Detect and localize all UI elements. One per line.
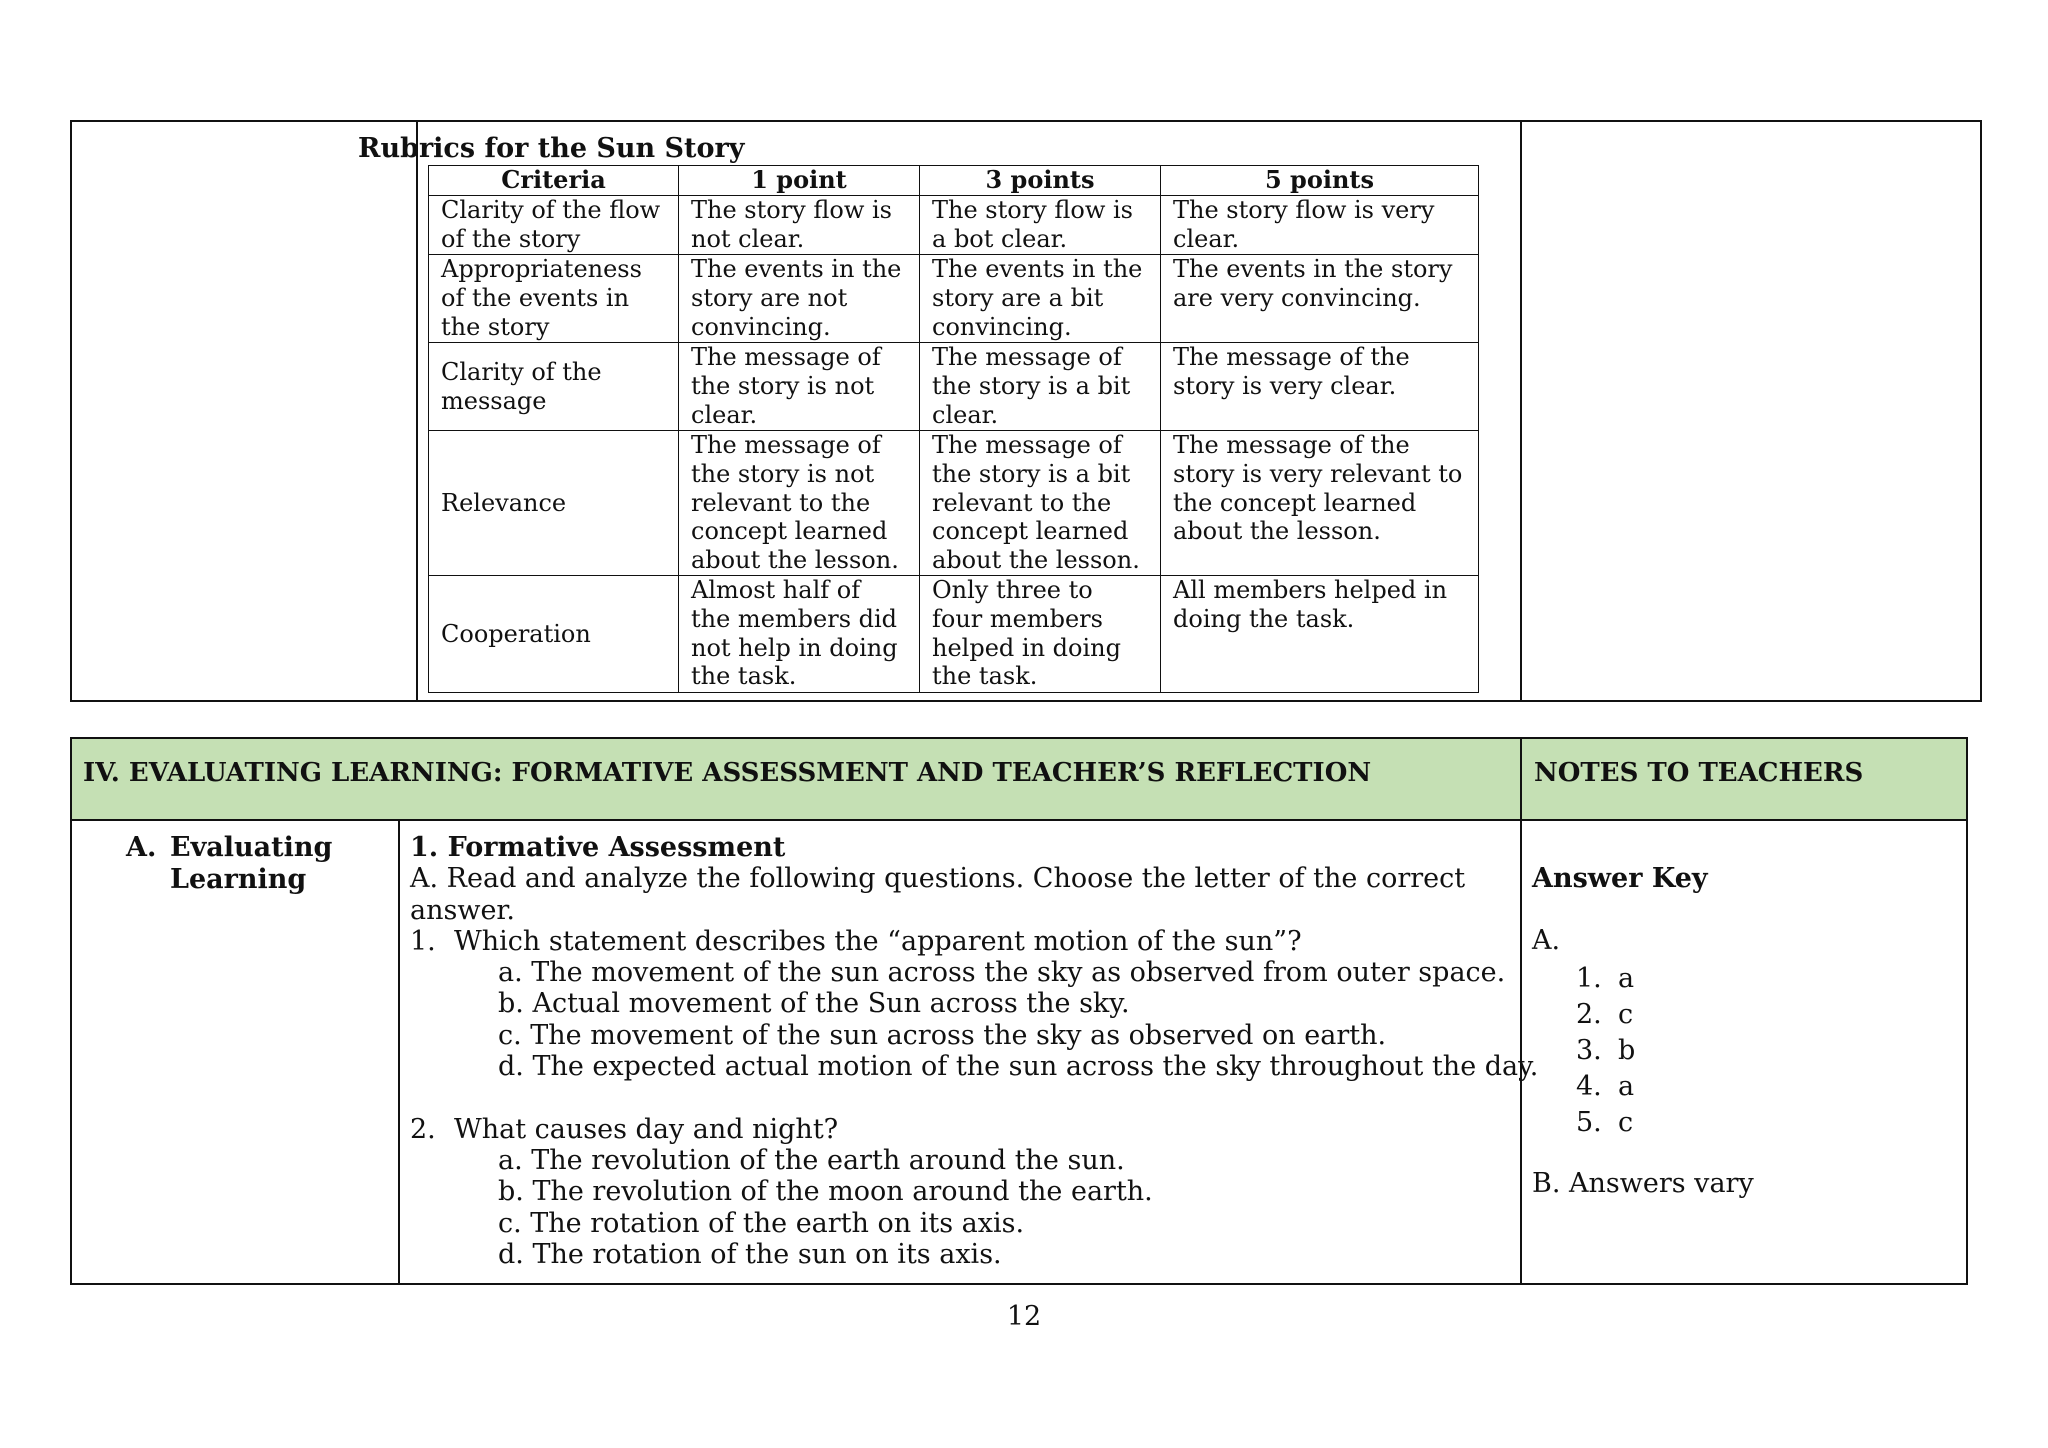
answer-number: 5. [1576,1107,1602,1138]
table-row [429,431,1479,576]
rubric-criteria-cell: Clarity of the flow of the story [429,196,679,255]
answer-value: c [1618,1107,1634,1138]
question-1 [410,926,1500,957]
rubric-table [428,165,1479,693]
question-text: What causes day and night? [454,1113,839,1145]
page-number: 12 [1006,1301,1042,1332]
question-2 [410,1114,1500,1145]
rubric-criteria-cell: Clarity of the message [429,343,679,431]
formative-assessment-instruction: A. Read and analyze the following questions. Choose the letter of the correct answer. [410,863,1466,926]
answer-number: 2. [1576,999,1602,1030]
rubric-cell: The story flow is very clear. [1161,196,1479,255]
label-letter: A. [126,832,157,863]
rubric-cell: The events in the story are very convincing. [1161,255,1479,343]
answer-number: 1. [1576,963,1602,994]
spacer [410,1082,1500,1113]
rubric-cell: The events in the story are not convincing. [679,255,920,343]
column-divider [1520,739,1522,1285]
formative-assessment-title: 1. Formative Assessment [410,832,786,863]
rubric-right-cell [1520,122,1982,700]
question-text: Which statement describes the “apparent motion of the sun”? [454,925,1302,957]
answer-value: a [1618,963,1635,994]
answer-key-part-b: B. Answers vary [1532,1168,1754,1199]
rubric-cell: All members helped in doing the task. [1161,576,1479,693]
rubric-header-criteria: Criteria [429,166,679,196]
answer-key [1532,862,1754,1201]
question-option: d. The rotation of the sun on its axis. [498,1238,1002,1270]
question-number: 1. [410,925,436,957]
answer-key-part-a: A. [1532,925,1561,956]
rubric-cell: The message of the story is very clear. [1161,343,1479,431]
rubric-cell: The message of the story is not clear. [679,343,920,431]
table-row [429,576,1479,693]
rubric-header-3-points: 3 points [920,166,1161,196]
label-line-2: Learning [170,864,307,895]
question-option: c. The rotation of the earth on its axis. [498,1207,1025,1239]
question-option: a. The revolution of the earth around the sun. [498,1144,1125,1176]
answer-value: c [1618,999,1634,1030]
rubric-title: Rubrics for the Sun Story [358,133,745,164]
list-item [1532,1105,1754,1141]
question-option: c. The movement of the sun across the sky as observed on earth. [498,1019,1387,1051]
question-option: a. The movement of the sun across the sky as observed from outer space. [498,957,1506,989]
list-item [1532,1033,1754,1069]
label-line-1: Evaluating [170,832,333,863]
question-option: d. The expected actual motion of the sun across the sky throughout the day. [498,1051,1539,1083]
list-item [1532,997,1754,1033]
answer-key-title: Answer Key [1532,863,1708,894]
rubric-cell: The message of the story is a bit relevant to the concept learned about the lesson. [920,431,1161,576]
table-row [429,343,1479,431]
rubric-cell: The message of the story is not relevant to the concept learned about the lesson. [679,431,920,576]
formative-assessment [410,832,1539,1270]
table-row [429,196,1479,255]
answer-number: 3. [1576,1035,1602,1066]
rubric-cell: The story flow is a bot clear. [920,196,1161,255]
rubric-header-5-points: 5 points [1161,166,1479,196]
rubric-cell: The events in the story are a bit convincing. [920,255,1161,343]
rubric-header-1-point: 1 point [679,166,920,196]
answer-value: a [1618,1071,1635,1102]
notes-to-teachers-title: NOTES TO TEACHERS [1534,758,1864,788]
rubric-cell: The message of the story is very relevant to the concept learned about the lesson. [1161,431,1479,576]
rubric-header-row [429,166,1479,196]
list-item [1532,1069,1754,1105]
evaluating-learning-label [126,832,332,896]
answer-value: b [1618,1035,1636,1066]
rubric-cell: The story flow is not clear. [679,196,920,255]
rubric-criteria-cell: Appropriateness of the events in the story [429,255,679,343]
answer-number: 4. [1576,1071,1602,1102]
question-option: b. Actual movement of the Sun across the sky. [498,988,1130,1020]
rubric-cell: Almost half of the members did not help in doing the task. [679,576,920,693]
rubric-left-cell [72,122,418,700]
rubric-criteria-cell: Cooperation [429,576,679,693]
section-iv-title: IV. EVALUATING LEARNING: FORMATIVE ASSESSMENT AND TEACHER’S REFLECTION [83,758,1372,788]
rubric-cell: The message of the story is a bit clear. [920,343,1161,431]
table-row [429,255,1479,343]
rubric-criteria-cell: Relevance [429,431,679,576]
section-iv-header [72,739,1966,821]
rubric-cell: Only three to four members helped in doing the task. [920,576,1161,693]
column-divider [398,819,400,1285]
question-option: b. The revolution of the moon around the earth. [498,1176,1153,1208]
question-number: 2. [410,1113,436,1145]
answer-key-list [1532,961,1754,1141]
list-item [1532,961,1754,997]
